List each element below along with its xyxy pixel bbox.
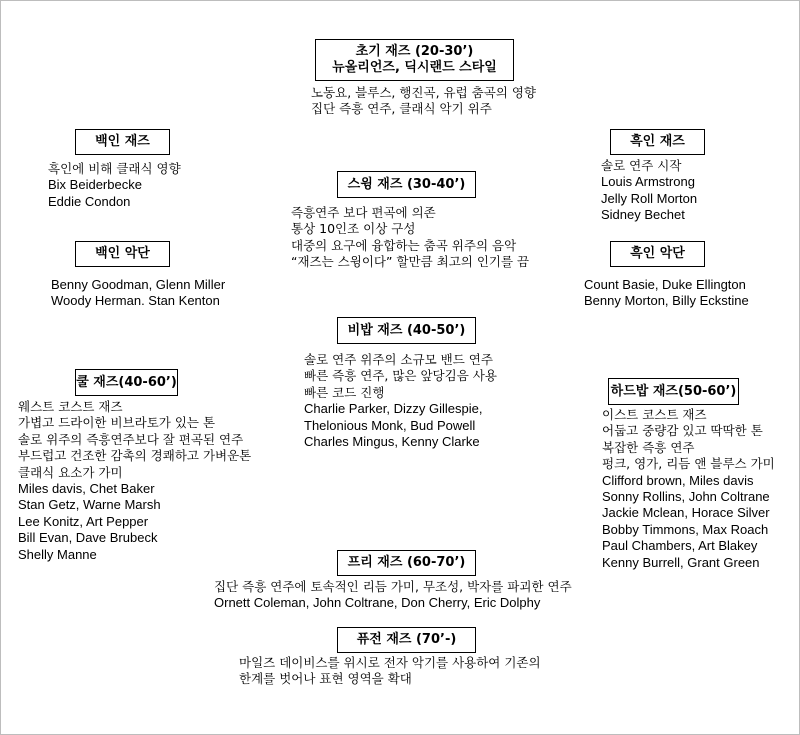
hardbop-jazz-line: Sonny Rollins, John Coltrane — [602, 489, 770, 505]
bebop-jazz-line: Charlie Parker, Dizzy Gillespie, — [304, 401, 483, 417]
swing-jazz-line: “재즈는 스윙이다” 할만큼 최고의 인기를 끔 — [291, 254, 530, 270]
bebop-jazz-desc — [304, 352, 497, 450]
cool-jazz-desc — [18, 399, 251, 563]
black-band-line: Count Basie, Duke Ellington — [584, 277, 746, 292]
free-jazz-line: 집단 즉흥 연주에 토속적인 리듬 가미, 무조성, 박자를 파괴한 연주 — [214, 579, 572, 594]
black-jazz-box — [610, 129, 705, 155]
cool-jazz-line: Bill Evan, Dave Brubeck — [18, 530, 158, 546]
white-jazz-line: Eddie Condon — [48, 193, 131, 209]
bebop-jazz-title: 비밥 재즈 (40-50’) — [347, 322, 466, 338]
fusion-jazz-box — [337, 627, 476, 653]
cool-jazz-line: 클래식 요소가 가미 — [18, 464, 123, 480]
cool-jazz-line: Stan Getz, Warne Marsh — [18, 497, 161, 513]
black-band-desc — [584, 277, 749, 310]
cool-jazz-line: 웨스트 코스트 재즈 — [18, 399, 123, 414]
fusion-jazz-line: 한계를 벗어나 표현 영역을 확대 — [239, 671, 412, 687]
hardbop-jazz-line: Clifford brown, Miles davis — [602, 472, 754, 488]
white-jazz-desc — [48, 161, 181, 210]
bebop-jazz-line: 빠른 즉흥 연주, 많은 앞당김음 사용 — [304, 368, 497, 384]
cool-jazz-box — [75, 369, 178, 396]
swing-jazz-line: 통상 10인조 이상 구성 — [291, 221, 416, 237]
white-band-desc — [51, 277, 225, 310]
hardbop-jazz-box — [608, 378, 739, 405]
hardbop-jazz-line: 어둡고 중량감 있고 딱딱한 톤 — [602, 423, 763, 439]
fusion-jazz-line: 마일즈 데이비스를 위시로 전자 악기를 사용하여 기존의 — [239, 655, 541, 670]
cool-jazz-line: 부드럽고 건조한 감촉의 경쾌하고 가벼운톤 — [18, 448, 252, 464]
bebop-jazz-line: 빠른 코드 진행 — [304, 384, 385, 400]
hardbop-jazz-line: Kenny Burrell, Grant Green — [602, 554, 760, 570]
white-jazz-line: Bix Beiderbecke — [48, 177, 142, 193]
cool-jazz-line: Shelly Manne — [18, 546, 97, 562]
black-jazz-line: Sidney Bechet — [601, 207, 685, 223]
white-jazz-box — [75, 129, 170, 155]
hardbop-jazz-desc — [602, 407, 775, 571]
white-band-line: Benny Goodman, Glenn Miller — [51, 277, 226, 292]
white-jazz-title: 백인 재즈 — [95, 134, 150, 149]
hardbop-jazz-line: Jackie Mclean, Horace Silver — [602, 505, 770, 521]
black-jazz-line: Jelly Roll Morton — [601, 190, 698, 206]
fusion-jazz-desc — [239, 655, 541, 688]
hardbop-jazz-line: Bobby Timmons, Max Roach — [602, 521, 769, 537]
free-jazz-line: Ornett Coleman, John Coltrane, Don Cherry, Eric Dolphy — [214, 595, 541, 611]
black-band-title: 흑인 악단 — [630, 246, 685, 261]
bebop-jazz-box — [337, 317, 476, 344]
black-jazz-desc — [601, 158, 697, 224]
cool-jazz-title: 쿨 재즈(40-60’) — [76, 374, 177, 390]
early-jazz-subtitle: 뉴올리언즈, 딕시랜드 스타일 — [332, 60, 497, 75]
black-band-line: Benny Morton, Billy Eckstine — [584, 293, 749, 309]
cool-jazz-line: 가볍고 드라이한 비브라토가 있는 톤 — [18, 415, 216, 431]
bebop-jazz-line: Charles Mingus, Kenny Clarke — [304, 434, 480, 450]
black-jazz-line: 솔로 연주 시작 — [601, 158, 682, 173]
cool-jazz-line: 솔로 위주의 즉흥연주보다 잘 편곡된 연주 — [18, 431, 244, 447]
free-jazz-title: 프리 재즈 (60-70’) — [347, 555, 466, 570]
bebop-jazz-line: 솔로 연주 위주의 소규모 밴드 연주 — [304, 352, 493, 367]
swing-jazz-desc — [291, 205, 529, 271]
hardbop-jazz-title: 하드밥 재즈(50-60’) — [610, 383, 737, 399]
hardbop-jazz-line: Paul Chambers, Art Blakey — [602, 538, 758, 554]
hardbop-jazz-line: 이스트 코스트 재즈 — [602, 407, 707, 422]
early-jazz-line: 노동요, 블루스, 행진곡, 유럽 춤곡의 영향 — [311, 85, 536, 100]
black-jazz-line: Louis Armstrong — [601, 174, 695, 190]
free-jazz-box — [337, 550, 476, 576]
hardbop-jazz-line: 펑크, 영가, 리듬 앤 블루스 가미 — [602, 456, 775, 472]
fusion-jazz-title: 퓨전 재즈 (70’-) — [356, 632, 457, 647]
white-band-line: Woody Herman. Stan Kenton — [51, 293, 220, 309]
bebop-jazz-line: Thelonious Monk, Bud Powell — [304, 417, 476, 433]
hardbop-jazz-line: 복잡한 즉흥 연주 — [602, 439, 695, 455]
swing-jazz-title: 스윙 재즈 (30-40’) — [347, 176, 466, 192]
cool-jazz-line: Lee Konitz, Art Pepper — [18, 513, 149, 529]
cool-jazz-line: Miles davis, Chet Baker — [18, 481, 155, 497]
early-jazz-box — [315, 39, 514, 81]
black-band-box — [610, 241, 705, 267]
white-band-title: 백인 악단 — [95, 246, 150, 261]
early-jazz-title: 초기 재즈 (20-30’) — [355, 44, 474, 59]
black-jazz-title: 흑인 재즈 — [630, 134, 685, 149]
swing-jazz-line: 즉흥연주 보다 편곡에 의존 — [291, 205, 436, 220]
white-band-box — [75, 241, 170, 267]
swing-jazz-line: 대중의 요구에 융합하는 춤곡 위주의 음악 — [291, 237, 517, 253]
free-jazz-desc — [214, 579, 572, 612]
early-jazz-desc — [311, 85, 536, 118]
swing-jazz-box — [337, 171, 476, 198]
early-jazz-line: 집단 즉흥 연주, 클래식 악기 위주 — [311, 101, 492, 117]
white-jazz-line: 흑인에 비해 클래식 영향 — [48, 161, 181, 176]
